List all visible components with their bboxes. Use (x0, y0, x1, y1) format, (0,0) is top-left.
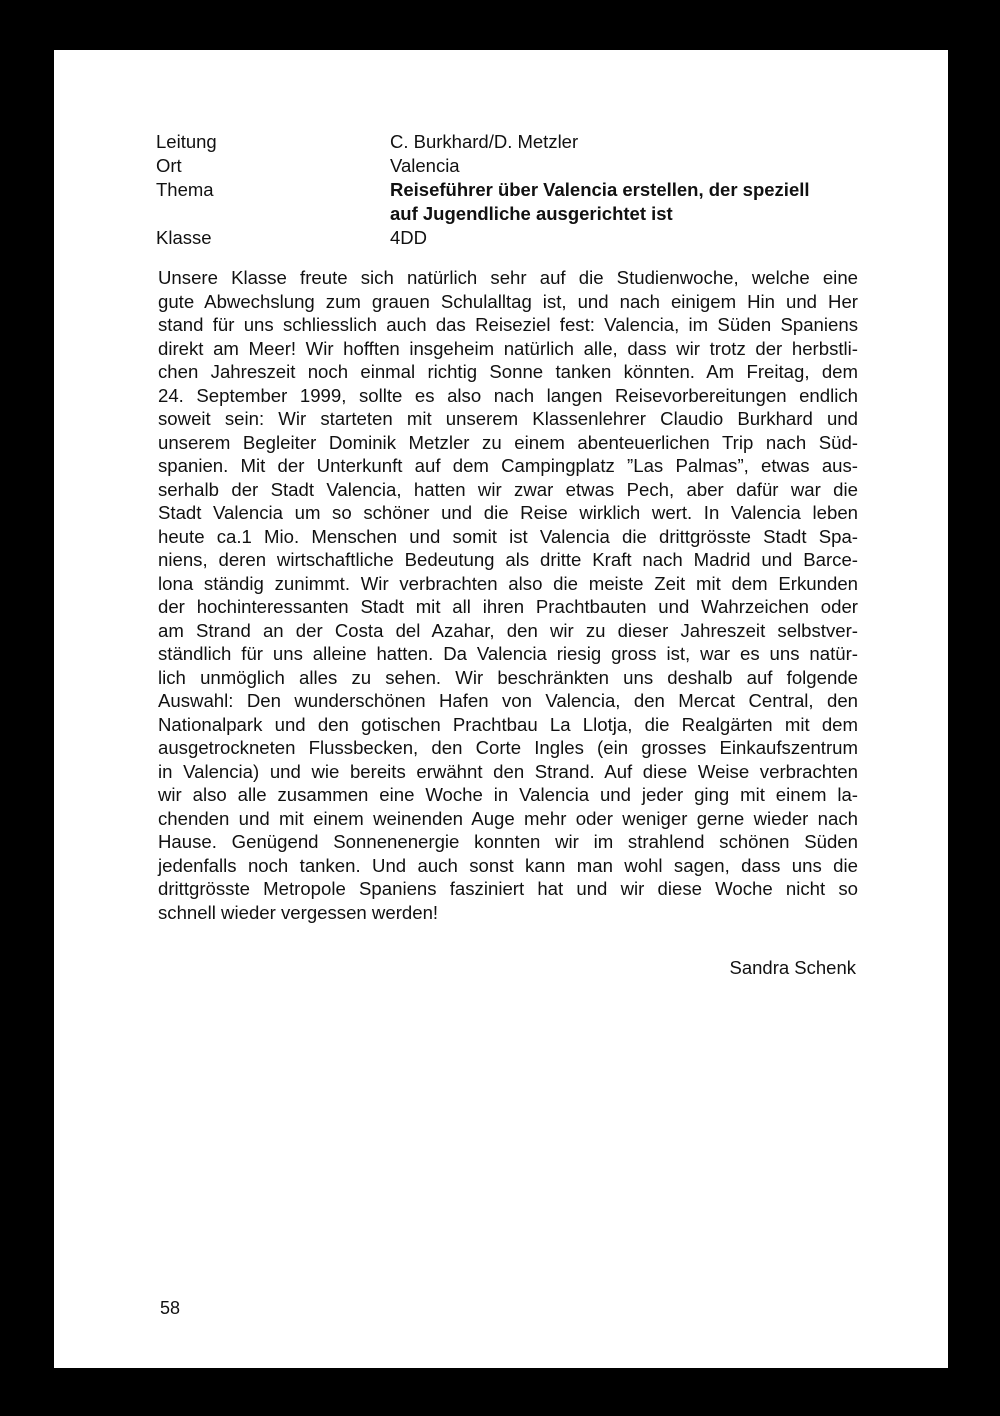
body-line: serhalb der Stadt Valencia, hatten wir zwar etwas Pech, aber dafür war die (158, 478, 858, 500)
thema-value-line1: Reiseführer über Valencia erstellen, der speziell (390, 179, 810, 200)
body-line: chen Jahreszeit noch einmal richtig Sonne tanken könnten. Am Freitag, dem (158, 361, 858, 382)
body-line: niens, deren wirtschaftliche Bedeutung als dritte Kraft nach Madrid und Barce- (158, 549, 858, 570)
body-line: ständlich für uns alleine hatten. Da Valencia riesig gross ist, war es uns natür- (158, 643, 858, 664)
thema-label: Thema (156, 179, 214, 200)
klasse-value: 4DD (390, 227, 428, 248)
leitung-value: C. Burkhard/D. Metzler (390, 131, 579, 152)
page-number: 58 (160, 1298, 181, 1318)
ort-value: Valencia (390, 155, 460, 176)
klasse-label: Klasse (156, 227, 212, 248)
body-line: unserem Begleiter Dominik Metzler zu einem abenteuerlichen Trip nach Süd- (158, 431, 858, 453)
body-line: drittgrösste Metropole Spaniens fasziniert hat und wir diese Woche nicht so (158, 878, 858, 899)
thema-row (156, 178, 856, 226)
body-line: soweit sein: Wir starteten mit unserem Klassenlehrer Claudio Burkhard und (158, 408, 858, 429)
body-line: lich unmöglich alles zu sehen. Wir beschränkten uns deshalb auf folgende (158, 666, 858, 688)
body-line: Stadt Valencia um so schöner und die Reise wirklich wert. In Valencia leben (158, 502, 858, 523)
body-line: jedenfalls noch tanken. Und auch sonst kann man wohl sagen, dass uns die (158, 854, 858, 876)
thema-value (390, 178, 856, 226)
body-line: Nationalpark und den gotischen Prachtbau La Llotja, die Realgärten mit dem (158, 713, 858, 735)
leitung-label: Leitung (156, 131, 217, 152)
body-line: in Valencia) und wie bereits erwähnt den Strand. Auf diese Weise verbrachten (158, 760, 858, 782)
body-line: Hause. Genügend Sonnenenergie konnten wir im strahlend schönen Süden (158, 831, 858, 852)
body-line: gute Abwechslung zum grauen Schulalltag ist, und nach einigem Hin und Her (158, 290, 858, 312)
body-line: direkt am Meer! Wir hofften insgeheim natürlich alle, dass wir trotz der herbstli- (158, 337, 858, 359)
body-line: Auswahl: Den wunderschönen Hafen von Valencia, den Mercat Central, den (158, 690, 858, 711)
body-line: spanien. Mit der Unterkunft auf dem Campingplatz ”Las Palmas”, etwas aus- (158, 455, 858, 476)
body-line: wir also alle zusammen eine Woche in Valencia und jeder ging mit einem la- (158, 784, 858, 805)
body-line: der hochinteressanten Stadt mit all ihren Prachtbauten und Wahrzeichen oder (158, 596, 858, 617)
body-line: Unsere Klasse freute sich natürlich sehr auf die Studienwoche, welche eine (158, 267, 858, 288)
body-line: am Strand an der Costa del Azahar, den wir zu dieser Jahreszeit selbstver- (158, 619, 858, 641)
document-page (54, 50, 948, 1368)
leitung-row (156, 130, 856, 154)
body-paragraph (158, 266, 858, 924)
body-line: 24. September 1999, sollte es also nach langen Reisevorbereitungen endlich (158, 384, 858, 406)
body-line: schnell wieder vergessen werden! (158, 901, 439, 923)
ort-label: Ort (156, 155, 182, 176)
header-info (156, 130, 856, 250)
klasse-row (156, 226, 856, 250)
body-line: ausgetrockneten Flussbecken, den Corte Ingles (ein grosses Einkaufszentrum (158, 737, 858, 758)
body-line: stand für uns schliesslich auch das Reiseziel fest: Valencia, im Süden Spaniens (158, 314, 858, 335)
body-line: chenden und mit einem weinenden Auge mehr oder weniger gerne wieder nach (158, 807, 858, 829)
author-signature: Sandra Schenk (729, 957, 856, 978)
thema-value-line2: auf Jugendliche ausgerichtet ist (390, 203, 673, 224)
body-line: heute ca.1 Mio. Menschen und somit ist Valencia die drittgrösste Stadt Spa- (158, 525, 858, 547)
body-line: lona ständig zunimmt. Wir verbrachten also die meiste Zeit mit dem Erkunden (158, 572, 858, 594)
ort-row (156, 154, 856, 178)
